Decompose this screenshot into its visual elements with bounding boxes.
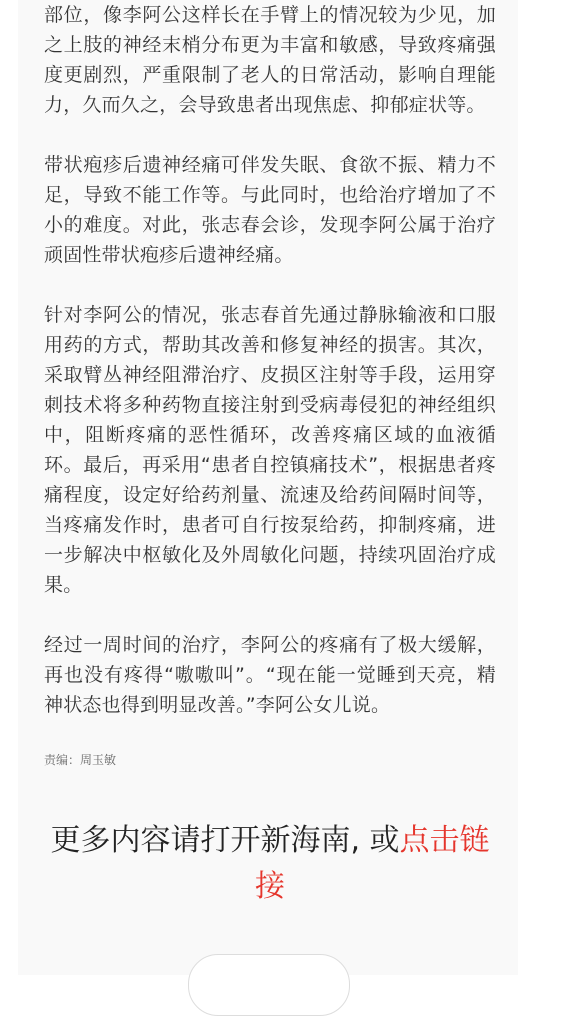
- open-app-button[interactable]: [188, 954, 350, 1016]
- article-body: [44, 0, 496, 750]
- article-paragraph-3: 针对李阿公的情况，张志春首先通过静脉输液和口服用药的方式，帮助其改善和修复神经的损害。其次，采取臂丛神经阻滞治疗、皮损区注射等手段，运用穿刺技术将多种药物直接注射到受病毒侵犯的神经组织中，阻断疼痛的恶性循环，改善疼痛区域的血液循环。最后，再采用“患者自控镇痛技术”，根据患者疼痛程度，设定好给药剂量、流速及给药间隔时间等，当疼痛发作时，患者可自行按泵给药，抑制疼痛，进一步解决中枢敏化及外周敏化问题，持续巩固治疗成果。: [44, 304, 496, 596]
- app-promo: [40, 818, 500, 910]
- article-paragraph-1: 部位，像李阿公这样长在手臂上的情况较为少见，加之上肢的神经末梢分布更为丰富和敏感，导致疼痛强度更剧烈，严重限制了老人的日常活动，影响自理能力，久而久之，会导致患者出现焦虑、抑郁症状等。: [44, 4, 496, 116]
- promo-text: 更多内容请打开新海南, 或: [50, 823, 400, 858]
- article-paragraph-2: 带状疱疹后遗神经痛可伴发失眠、食欲不振、精力不足，导致不能工作等。与此同时，也给治疗增加了不小的难度。对此，张志春会诊，发现李阿公属于治疗顽固性带状疱疹后遗神经痛。: [44, 154, 496, 266]
- article-paragraph-4: 经过一周时间的治疗，李阿公的疼痛有了极大缓解，再也没有疼得“嗷嗷叫”。“现在能一觉睡到天亮，精神状态也得到明显改善。”李阿公女儿说。: [44, 634, 496, 716]
- editor-credit: 责编：周玉敏: [44, 753, 117, 767]
- promo-link[interactable]: 点击链接: [255, 823, 490, 904]
